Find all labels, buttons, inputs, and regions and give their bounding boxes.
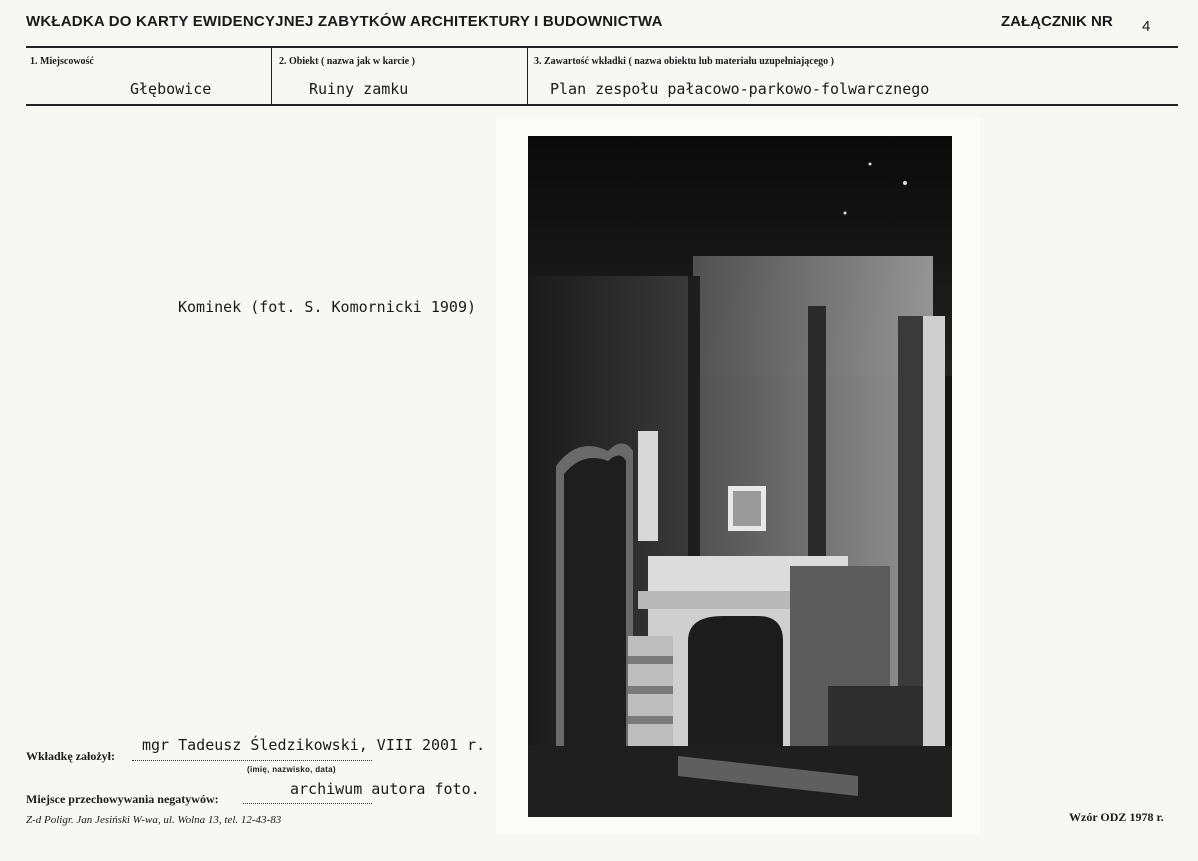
negatives-dotted-line — [243, 803, 372, 804]
founder-label: Wkładkę założył: — [26, 749, 115, 763]
negatives-value: archiwum autora foto. — [290, 780, 480, 798]
founder-hint: (imię, nazwisko, data) — [247, 765, 336, 774]
founder-dotted-line — [132, 760, 372, 761]
fireplace-photo — [528, 136, 952, 817]
content-label: 3. Zawartość wkładki ( nazwa obiektu lub materiału uzupełniającego ) — [534, 56, 835, 67]
photo-caption: Kominek (fot. S. Komornicki 1909) — [178, 298, 477, 316]
table-bottom-rule — [26, 104, 1178, 106]
table-top-rule — [26, 46, 1178, 48]
negatives-label: Miejsce przechowywania negatywów: — [26, 792, 219, 806]
column-divider-2 — [527, 47, 528, 105]
object-value: Ruiny zamku — [309, 80, 409, 98]
locality-value: Głębowice — [130, 80, 212, 98]
form-title: WKŁADKA DO KARTY EWIDENCYJNEJ ZABYTKÓW ARCHITEKTURY I BUDOWNICTWA — [26, 13, 663, 30]
content-value: Plan zespołu pałacowo-parkowo-folwarcznego — [550, 80, 930, 98]
object-label: 2. Obiekt ( nazwa jak w karcie ) — [279, 56, 415, 67]
printer-imprint: Z-d Poligr. Jan Jesiński W-wa, ul. Wolna 13, tel. 12-43-83 — [26, 814, 282, 826]
locality-label: 1. Miejscowość — [30, 56, 94, 67]
column-divider-1 — [271, 47, 272, 105]
form-model: Wzór ODZ 1978 r. — [1069, 810, 1164, 824]
annex-label: ZAŁĄCZNIK NR — [1001, 13, 1113, 30]
founder-value: mgr Tadeusz Śledzikowski, VIII 2001 r. — [142, 736, 486, 754]
annex-number: 4 — [1142, 18, 1151, 35]
